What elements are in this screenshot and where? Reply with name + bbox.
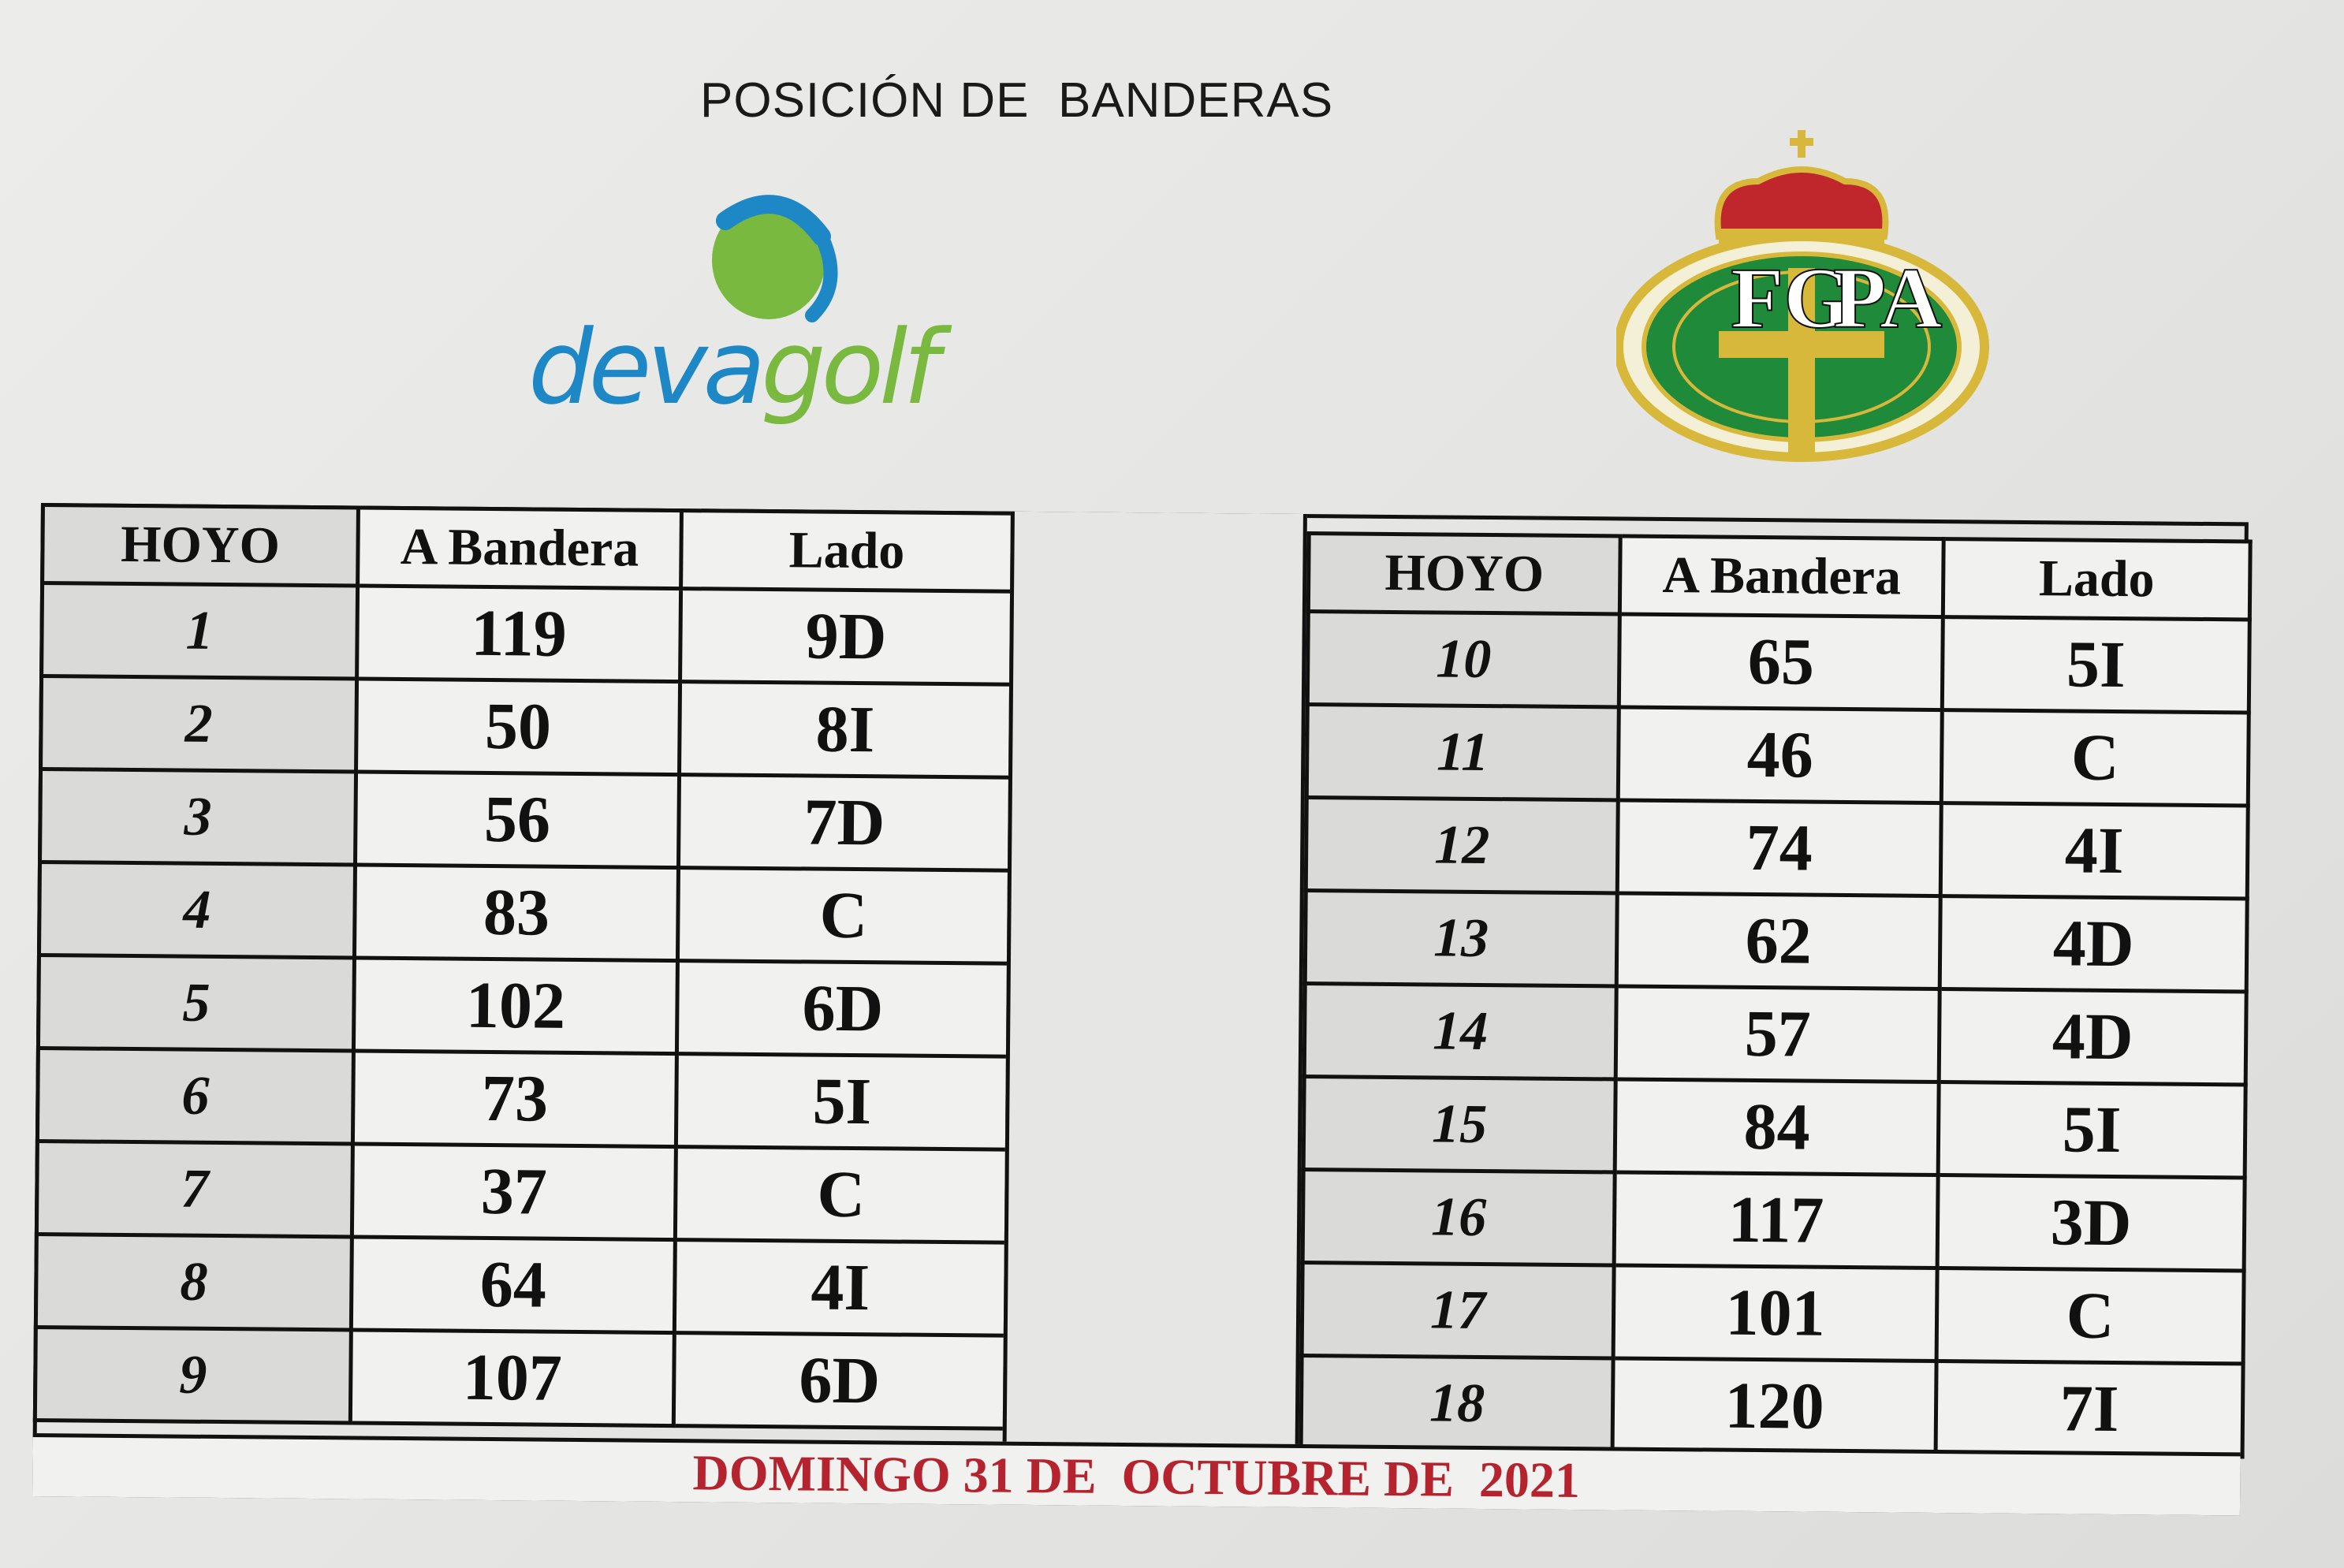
lado-cell: 3D	[1937, 1175, 2245, 1271]
lado-cell: 5I	[1938, 1082, 2245, 1178]
table-row	[1305, 891, 2247, 992]
bandera-cell: 84	[1615, 1079, 1939, 1175]
bandera-cell: 65	[1619, 614, 1943, 710]
table-row	[1307, 612, 2249, 713]
bandera-cell: 117	[1614, 1172, 1938, 1268]
bandera-cell: 120	[1612, 1358, 1936, 1454]
hoyo-cell: 17	[1302, 1263, 1614, 1358]
bandera-cell: 37	[352, 1144, 676, 1240]
lado-cell: 7I	[1936, 1361, 2243, 1457]
lado-cell: C	[675, 1147, 1007, 1243]
page-title: POSICIÓN DE BANDERAS	[700, 73, 1334, 128]
bandera-cell: 64	[351, 1237, 675, 1333]
lado-cell: 4I	[1940, 803, 2248, 899]
lado-cell: 6D	[673, 1333, 1005, 1429]
hoyo-cell: 9	[35, 1327, 351, 1422]
table-row	[35, 1234, 1006, 1335]
bandera-cell: 50	[356, 679, 680, 775]
table-row	[1304, 984, 2246, 1085]
header-hoyo: HOYO	[43, 505, 359, 586]
table-header-row	[43, 505, 1013, 592]
bandera-cell: 46	[1618, 707, 1942, 803]
holes-10-18-table	[1299, 531, 2253, 1458]
header-lado: Lado	[1943, 539, 2250, 620]
footer-date: DOMINGO 31 DE OCTUBRE DE 2021	[32, 1433, 2241, 1515]
table-row	[35, 1327, 1005, 1428]
hoyo-cell: 3	[40, 769, 356, 865]
table-row	[40, 769, 1011, 871]
table-row	[39, 862, 1009, 964]
holes-1-9-table	[33, 503, 1015, 1431]
lado-cell: C	[677, 868, 1009, 964]
deva-golf-wordmark	[528, 307, 934, 427]
header-hoyo: HOYO	[1308, 534, 1620, 614]
bandera-cell: 83	[354, 865, 678, 961]
header-lado: Lado	[681, 511, 1013, 592]
table-row	[42, 583, 1012, 685]
bandera-cell: 101	[1613, 1265, 1937, 1361]
hoyo-cell: 10	[1307, 612, 1619, 707]
lado-cell: 4D	[1940, 896, 2247, 992]
hoyo-cell: 15	[1303, 1077, 1615, 1172]
header-a-bandera: A Bandera	[1619, 536, 1943, 617]
lado-cell: 8I	[680, 682, 1012, 778]
hoyo-cell: 2	[41, 676, 357, 772]
hoyo-cell: 5	[38, 955, 354, 1051]
hoyo-cell: 7	[36, 1141, 352, 1236]
hoyo-cell: 18	[1301, 1355, 1613, 1451]
fgpa-crest-icon	[1616, 118, 2010, 473]
table-row	[1302, 1170, 2245, 1271]
bandera-cell: 74	[1617, 800, 1941, 896]
table-row	[37, 1048, 1008, 1149]
hoyo-cell: 14	[1304, 984, 1616, 1079]
fgpa-federation-logo	[1616, 118, 2010, 473]
hoyo-cell: 4	[39, 862, 355, 958]
table-row	[1301, 1355, 2243, 1456]
header-a-bandera: A Bandera	[358, 508, 682, 589]
table-row	[1306, 705, 2249, 806]
lado-cell: C	[1936, 1268, 2244, 1364]
table-gap	[1003, 512, 1307, 1444]
table-row	[1306, 798, 2248, 899]
table-row	[1303, 1077, 2245, 1178]
bandera-cell: 73	[352, 1051, 676, 1147]
lado-cell: C	[1941, 710, 2249, 806]
lado-cell: 9D	[680, 589, 1012, 685]
table-row	[38, 955, 1008, 1057]
lado-cell: 6D	[676, 961, 1008, 1057]
deva-golf-logo	[528, 189, 1001, 449]
hoyo-cell: 16	[1302, 1170, 1615, 1265]
table-row	[41, 676, 1012, 778]
lado-cell: 7D	[678, 775, 1010, 871]
table-row	[36, 1141, 1007, 1242]
bandera-cell: 62	[1616, 893, 1940, 989]
bandera-cell: 56	[356, 772, 680, 868]
hoyo-cell: 1	[42, 583, 358, 679]
bandera-cell: 57	[1615, 986, 1940, 1082]
bandera-cell: 102	[353, 958, 677, 1054]
bandera-cell: 119	[357, 586, 681, 682]
lado-cell: 5I	[676, 1054, 1008, 1150]
lado-cell: 4D	[1939, 989, 2246, 1085]
bandera-cell: 107	[350, 1330, 674, 1426]
hoyo-cell: 13	[1305, 891, 1617, 986]
svg-text:PA: PA	[1833, 250, 1943, 346]
golf-word: golf	[761, 307, 935, 427]
lado-cell: 4I	[674, 1240, 1006, 1336]
table-header-row	[1308, 534, 2250, 620]
hoyo-cell: 12	[1306, 798, 1618, 893]
hoyo-cell: 6	[37, 1048, 353, 1143]
hoyo-cell: 8	[35, 1234, 352, 1329]
flag-positions-sheet	[32, 503, 2249, 1523]
svg-text:FG: FG	[1731, 250, 1851, 346]
deva-word: deva	[528, 307, 762, 427]
table-row	[1302, 1263, 2244, 1364]
lado-cell: 5I	[1942, 617, 2249, 713]
hoyo-cell: 11	[1306, 705, 1619, 800]
